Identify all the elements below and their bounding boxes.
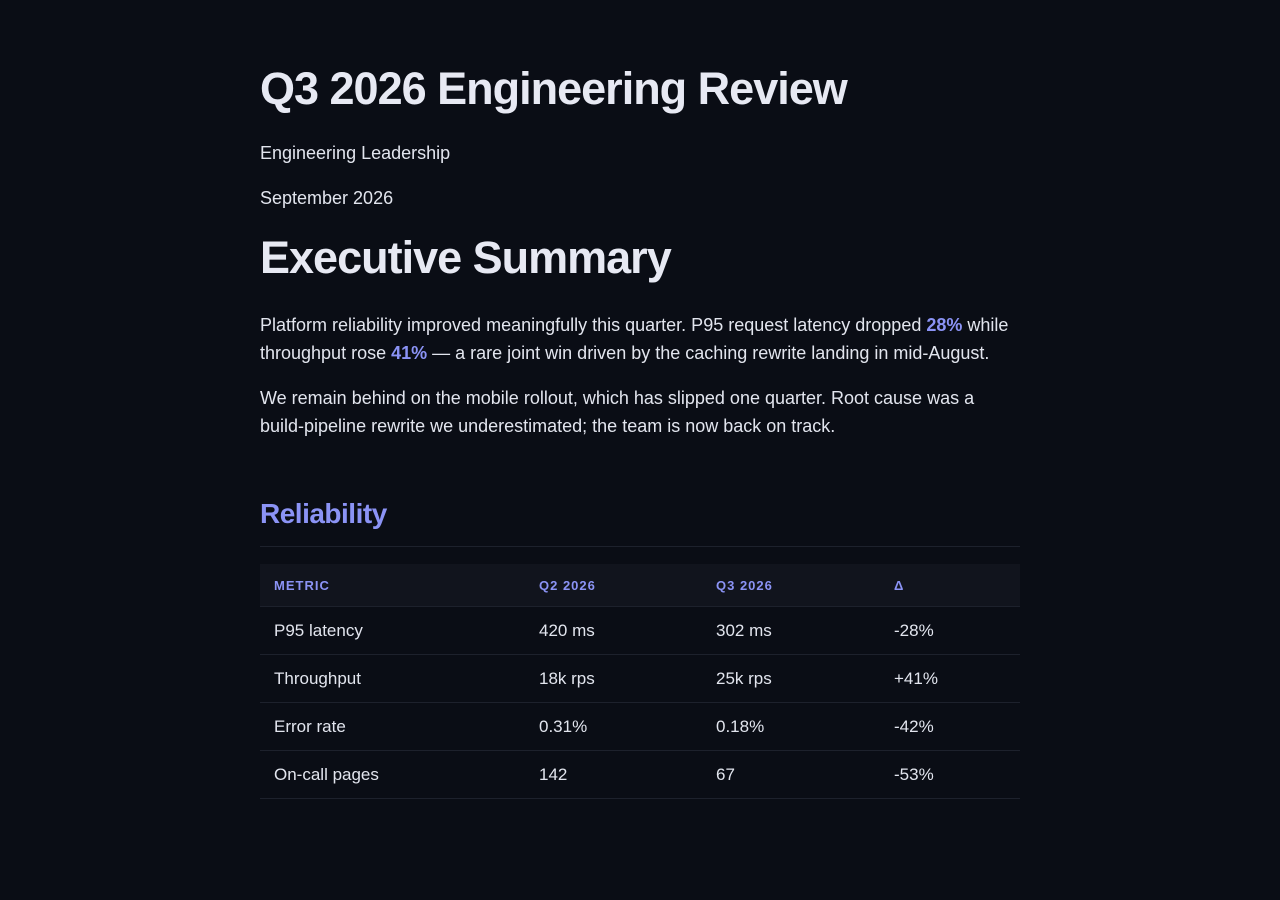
q3-cell: 25k rps	[702, 655, 880, 703]
document-date: September 2026	[260, 188, 394, 208]
metric-cell: P95 latency	[260, 607, 525, 655]
column-header-q2: Q2 2026	[525, 564, 702, 607]
q2-cell: 0.31%	[525, 703, 702, 751]
delta-cell: -28%	[880, 607, 1020, 655]
q3-cell: 302 ms	[702, 607, 880, 655]
table-row	[260, 655, 1020, 703]
throughput-highlight: 41%	[391, 343, 428, 363]
q3-cell: 0.18%	[702, 703, 880, 751]
summary-text-3: — a rare joint win driven by the caching rewrite landing in mid-August.	[427, 343, 990, 363]
delta-cell: -42%	[880, 703, 1020, 751]
delta-cell: +41%	[880, 655, 1020, 703]
executive-summary-heading: Executive Summary	[260, 232, 671, 283]
table-row	[260, 703, 1020, 751]
reliability-heading: Reliability	[260, 495, 1020, 547]
table-row	[260, 607, 1020, 655]
summary-text-2: while throughput rose	[260, 315, 1009, 363]
metric-cell: On-call pages	[260, 751, 525, 799]
q2-cell: 420 ms	[525, 607, 702, 655]
metric-cell: Throughput	[260, 655, 525, 703]
q2-cell: 18k rps	[525, 655, 702, 703]
document-author: Engineering Leadership	[260, 143, 451, 163]
column-header-q3: Q3 2026	[702, 564, 880, 607]
document-title: Q3 2026 Engineering Review	[260, 63, 847, 114]
summary-text-1: Platform reliability improved meaningfully this quarter. P95 request latency dropped	[260, 315, 927, 335]
summary-paragraph-2: We remain behind on the mobile rollout, which has slipped one quarter. Root cause was a build-pipeline rewrite we underestimated; the team is now back on track.	[260, 388, 975, 436]
metric-cell: Error rate	[260, 703, 525, 751]
summary-paragraph-1	[260, 311, 1020, 367]
table-row	[260, 751, 1020, 799]
column-header-metric: METRIC	[260, 564, 525, 607]
document-page	[260, 0, 1020, 799]
latency-highlight: 28%	[926, 315, 963, 335]
reliability-table	[260, 564, 1020, 799]
table-header-row	[260, 564, 1020, 607]
q2-cell: 142	[525, 751, 702, 799]
q3-cell: 67	[702, 751, 880, 799]
column-header-delta: Δ	[880, 564, 1020, 607]
delta-cell: -53%	[880, 751, 1020, 799]
